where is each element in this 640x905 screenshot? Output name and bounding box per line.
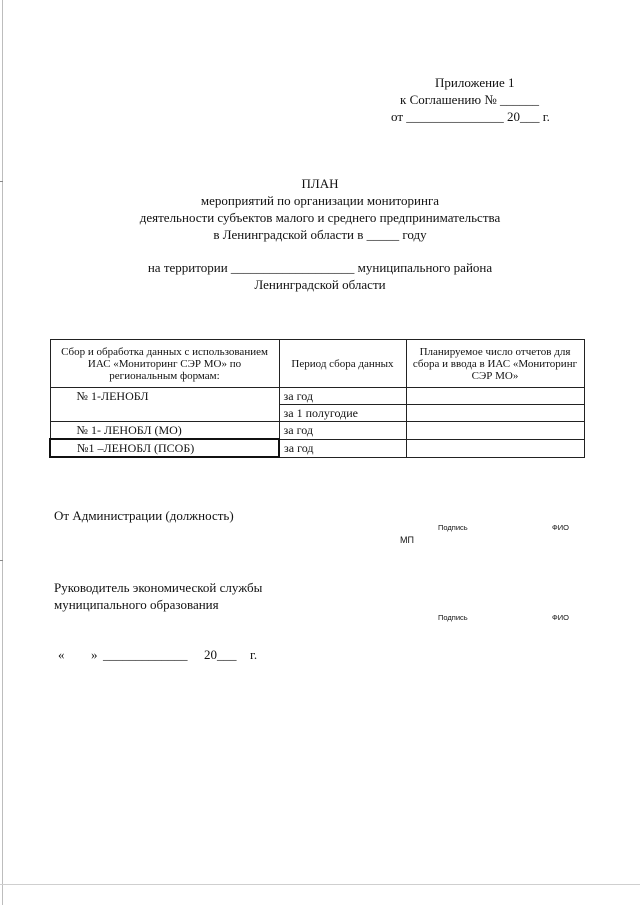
- scan-left-edge: [2, 0, 3, 905]
- date-open-quote: «: [58, 647, 65, 662]
- scan-mark: [0, 560, 3, 561]
- table-row: [50, 439, 584, 457]
- count-cell[interactable]: [406, 388, 584, 405]
- title-line-2: деятельности субъектов малого и среднего предпринимательства: [139, 210, 501, 225]
- plan-table: [49, 339, 585, 458]
- table-header-row: [50, 340, 584, 388]
- count-cell[interactable]: [406, 422, 584, 440]
- date-blank[interactable]: _____________: [103, 647, 188, 662]
- title-line-3: в Ленинградской области в _____ году: [213, 227, 427, 242]
- head-position-line-2: муниципального образования: [54, 597, 219, 612]
- fio-caption: ФИО: [552, 523, 569, 532]
- period-cell: за год: [279, 439, 406, 457]
- header-forms: Сбор и обработка данных с использованием ИАС «Мониторинг СЭР МО» по региональным формам:: [50, 340, 279, 388]
- region-line: Ленинградской области: [254, 277, 386, 292]
- appendix-line-3: от _______________ 20___ г.: [391, 109, 550, 124]
- form-cell: № 1- ЛЕНОБЛ (МО): [50, 422, 279, 440]
- title-line-1: мероприятий по организации мониторинга: [200, 193, 440, 208]
- period-cell: за 1 полугодие: [279, 405, 406, 422]
- date-suffix: г.: [250, 647, 258, 662]
- admin-position-label: От Администрации (должность): [54, 508, 234, 523]
- date-year: 20___: [204, 647, 237, 662]
- period-cell: за год: [279, 388, 406, 405]
- header-count: Планируемое число отчетов для сбора и ввода в ИАС «Мониторинг СЭР МО»: [406, 340, 584, 388]
- head-position-line-1: Руководитель экономической службы: [54, 580, 263, 595]
- fio-caption: ФИО: [552, 613, 569, 622]
- count-cell[interactable]: [406, 405, 584, 422]
- table-row: [50, 388, 584, 405]
- stamp-place-label: МП: [400, 535, 414, 545]
- count-cell[interactable]: [406, 439, 584, 457]
- appendix-line-2: к Соглашению № ______: [400, 92, 539, 107]
- signature-caption: Подпись: [438, 613, 468, 622]
- territory-line: на территории ___________________ муниципального района: [147, 260, 493, 275]
- date-close-quote: »: [91, 647, 98, 662]
- header-period: Период сбора данных: [279, 340, 406, 388]
- period-cell: за год: [279, 422, 406, 440]
- appendix-line-1: Приложение 1: [435, 75, 515, 90]
- signature-caption: Подпись: [438, 523, 468, 532]
- form-cell: № 1-ЛЕНОБЛ: [50, 388, 279, 422]
- form-cell: №1 –ЛЕНОБЛ (ПСОБ): [50, 439, 279, 457]
- document-heading: ПЛАН: [301, 176, 339, 191]
- table-row: [50, 422, 584, 440]
- scan-bottom-edge: [0, 884, 640, 885]
